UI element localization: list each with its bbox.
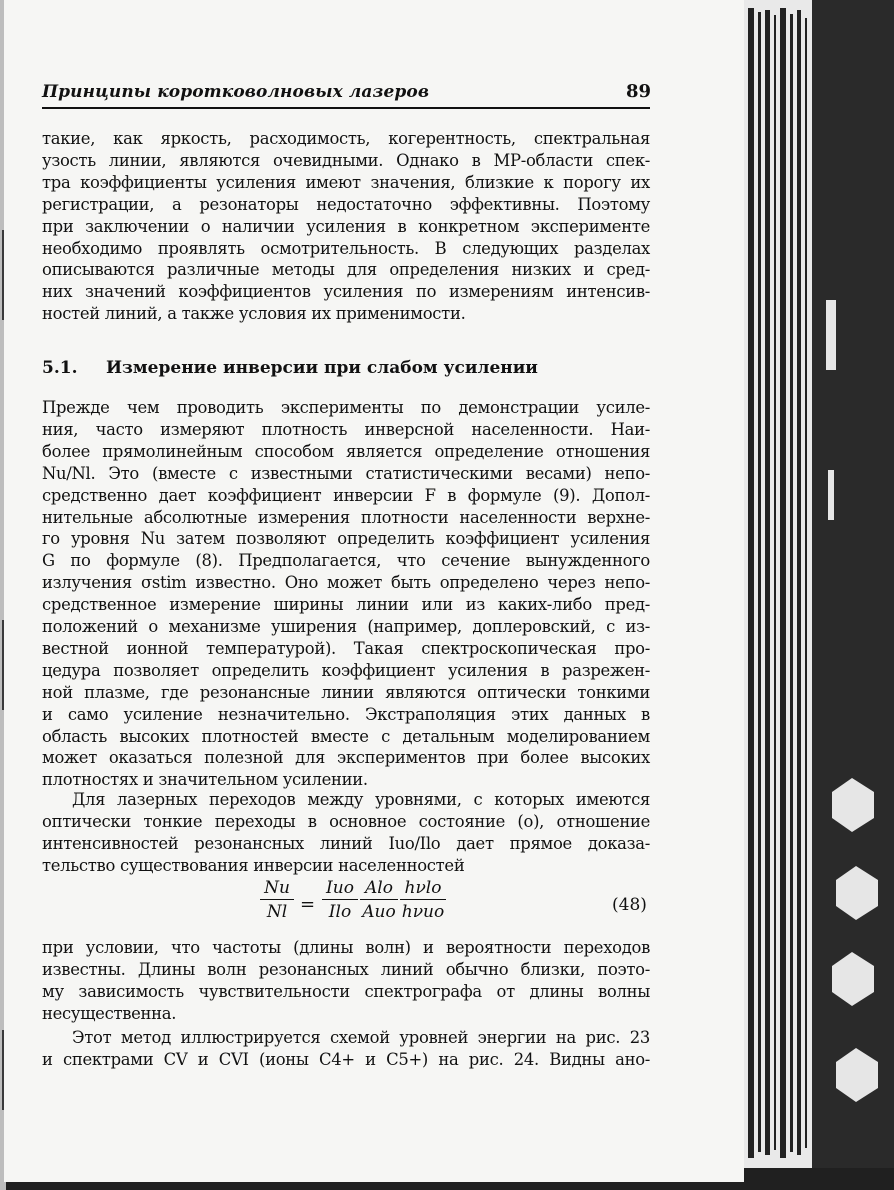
fraction-nu-nl: $\frac{Nu}{Nl}$ <box>260 878 294 922</box>
text-line: излучения σstim известно. Оно может быть определено через непо- <box>42 573 650 593</box>
text-line: и само усиление незначительно. Экстраполяция этих данных в <box>42 704 650 724</box>
equation-number: (48) <box>612 895 647 915</box>
text-line: тра коэффициенты усиления имеют значения, близкие к порогу их <box>42 172 650 192</box>
text-line: интенсивностей резонансных линий Iuo/Ilo дает прямое доказа- <box>42 833 650 853</box>
text-line: Прежде чем проводить эксперименты по демонстрации усиле- <box>42 398 650 417</box>
text-line: Для лазерных переходов между уровнями, с которых имеются <box>72 790 650 809</box>
equals-sign: = <box>300 894 316 915</box>
text-line: средственное измерение ширины линии или из каких-либо пред- <box>42 595 650 615</box>
section-heading <box>42 358 538 378</box>
text-line: известны. Длины волн резонансных линий обычно близки, поэто- <box>42 959 650 979</box>
text-line: положений о механизме уширения (например, доплеровский, с из- <box>42 617 650 636</box>
fraction-probability: Alo Auo <box>360 878 398 922</box>
text-line: плотностях и значительном усилении. <box>42 770 368 790</box>
text-line: G по формуле (8). Предполагается, что сечение вынужденного <box>42 551 650 571</box>
text-line: необходимо проявлять осмотрительность. В следующих разделах <box>42 238 650 258</box>
page-number: 89 <box>626 81 652 102</box>
fraction-energy: hνlo hνuo <box>401 878 445 922</box>
text-line: тельство существования инверсии населенностей <box>42 855 465 875</box>
text-line: может оказаться полезной для экспериментов при более высоких <box>42 748 650 768</box>
text-line: оптически тонкие переходы в основное состояние (o), отношение <box>42 811 650 831</box>
fraction-intensity: Iuo Ilo <box>322 878 358 922</box>
text-line: му зависимость чувствительности спектрографа от длины волны <box>42 981 650 1001</box>
text-line: ния, часто измеряют плотность инверсной населенности. Наи- <box>42 419 650 439</box>
text-line: цедура позволяет определить коэффициент усиления в разрежен- <box>42 660 650 680</box>
section-number: 5.1. <box>42 358 78 378</box>
text-line: описываются различные методы для определения низких и сред- <box>42 260 650 280</box>
text-line: них значений коэффициентов усиления по измерениям интенсив- <box>42 282 650 302</box>
text-line: вестной ионной температурой). Такая спектроскопическая про- <box>42 638 650 658</box>
text-line: несущественна. <box>42 1003 177 1023</box>
text-line: средственно дает коэффициент инверсии F в формуле (9). Допол- <box>42 485 650 505</box>
equation-48 <box>260 878 460 934</box>
text-line: Nu/Nl. Это (вместе с известными статистическими весами) непо- <box>42 463 650 483</box>
text-line: при заключении о наличии усиления в конкретном эксперименте <box>42 216 650 236</box>
text-line: при условии, что частоты (длины волн) и вероятности переходов <box>42 938 650 957</box>
header-rule <box>42 107 650 109</box>
text-line: ностей линий, а также условия их применимости. <box>42 304 466 324</box>
text-line: область высоких плотностей вместе с детальным моделированием <box>42 726 650 746</box>
text-line: более прямолинейным способом является определение отношения <box>42 441 650 461</box>
text-line: узость линии, являются очевидными. Однако в МР-области спек- <box>42 150 650 170</box>
text-line: го уровня Nu затем позволяют определить коэффициент усиления <box>42 529 650 549</box>
section-title: Измерение инверсии при слабом усилении <box>106 358 538 378</box>
text-line: ной плазме, где резонансные линии являются оптически тонкими <box>42 682 650 702</box>
text-line: Этот метод иллюстрируется схемой уровней энергии на рис. 23 <box>72 1028 650 1047</box>
text-line: нительные абсолютные измерения плотности населенности верхне- <box>42 507 650 527</box>
text-line: и спектрами CV и CVI (ионы C4+ и C5+) на рис. 24. Видны ано- <box>42 1049 650 1069</box>
running-header-title: Принципы коротковолновых лазеров <box>42 82 430 102</box>
text-line: регистрации, а резонаторы недостаточно эффективны. Поэтому <box>42 194 650 214</box>
text-line: такие, как яркость, расходимость, когерентность, спектральная <box>42 129 650 148</box>
